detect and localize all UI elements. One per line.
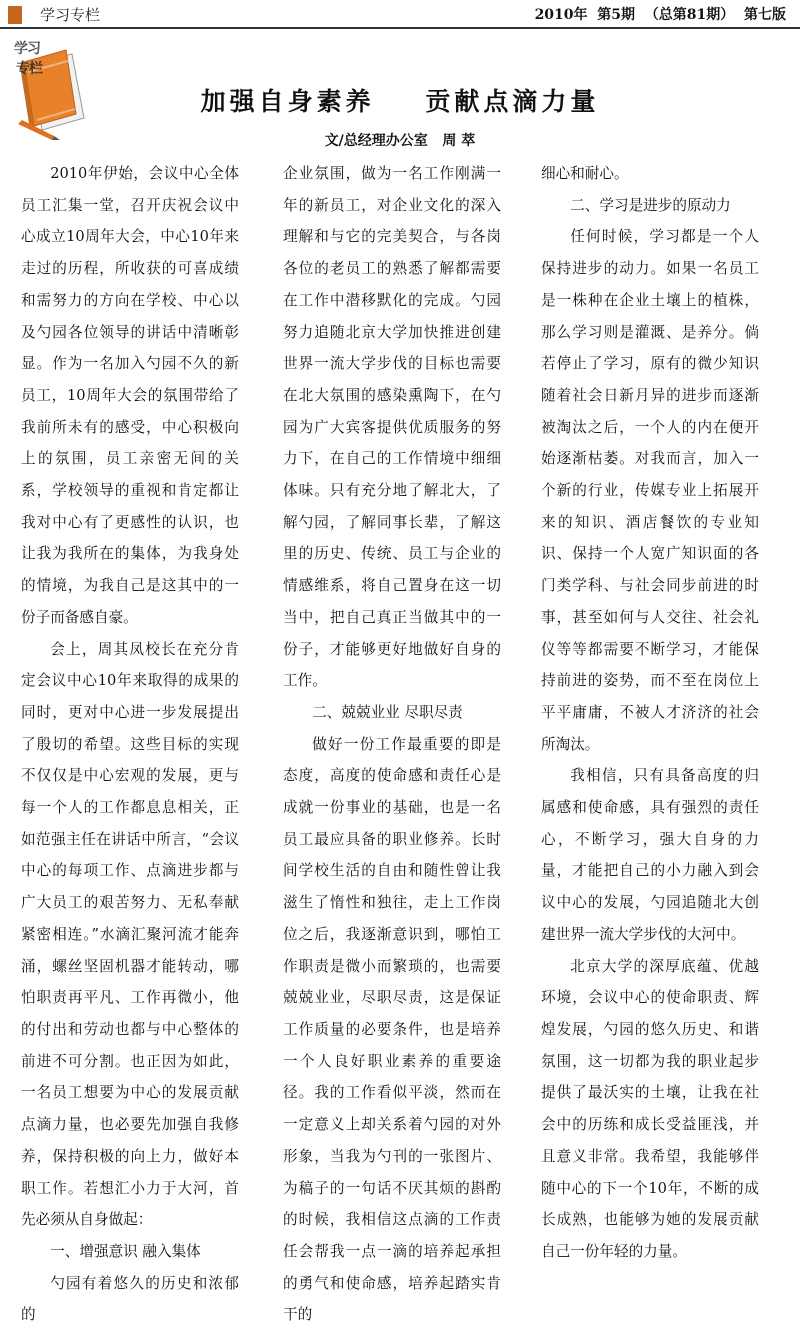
article-column-2 (283, 158, 501, 1331)
paragraph: 北京大学的深厚底蕴、优越环境，会议中心的使命职责、辉煌发展，勺园的悠久历史、和谐氛围，这一切都为我的职业起步提供了最沃实的土壤，让我在社会中的历练和成长受益匪浅，并且意义非常。我希望，我能够伴随中心的下一个10年，不断的成长成熟，也能够为她的发展贡献自己一份年轻的力量。 (541, 957, 759, 1260)
paragraph: 勺园有着悠久的历史和浓郁的 (21, 1274, 239, 1324)
section-heading: 二、兢兢业业 尽职尽责 (312, 703, 463, 721)
paragraph: 做好一份工作最重要的即是态度，高度的使命感和责任心是成就一份事业的基础，也是一名员工最应具备的职业修养。长时间学校生活的自由和随性曾让我滋生了惰性和独往，走上工作岗位之后，我逐渐意识到，哪怕工作职责是微小而繁琐的，也需要兢兢业业，尽职尽责，这是保证工作质量的必要条件，也是培养一个人良好职业素养的重要途径。我的工作看似平淡，然而在一定意义上却关系着勺园的对外形象，当我为勺刊的一张图片、为稿子的一句话不厌其烦的斟酌的时候，我相信这点滴的工作责任会帮我一点一滴的培养起承担的勇气和使命感，培养起踏实肯干的 (283, 735, 501, 1324)
article-column-1 (21, 158, 239, 1331)
header-accent-square (8, 6, 22, 24)
article-column-3 (541, 158, 759, 1268)
paragraph: 会上，周其凤校长在充分肯定会议中心10年来取得的成果的同时，更对中心进一步发展提出了殷切的希望。这些目标的实现不仅仅是中心宏观的发展，更与每一个人的工作都息息相关，正如范强主任在讲话中所言，“会议中心的每项工作、点滴进步都与广大员工的艰苦努力、无私奉献紧密相连。”水滴汇聚河流才能奔涌，螺丝坚固机器才能转动，哪怕职责再平凡、工作再微小，他的付出和劳动也都与中心整体的前进不可分割。也正因为如此，一名员工想要为中心的发展贡献点滴力量，也必要先加强自我修养，保持积极的向上力，做好本职工作。若想汇小力于大河，首先必须从自身做起： (21, 640, 239, 1229)
section-heading: 一、增强意识 融入集体 (50, 1242, 201, 1260)
paragraph: 企业氛围，做为一名工作刚满一年的新员工，对企业文化的深入理解和与它的完美契合，与各岗各位的老员工的熟悉了解都需要在工作中潜移默化的完成。勺园努力追随北京大学加快推进创建世界一流大学步伐的目标也需要在北大氛围的感染熏陶下，在勺园为广大宾客提供优质服务的努力下，在自己的工作情境中细细体味。只有充分地了解北大，了解勺园，了解同事长辈，了解这里的历史、传统、员工与企业的情感维系，将自己置身在这一切当中，把自己真正当做其中的一份子，才能够更好地做好自身的工作。 (283, 165, 501, 690)
logo-text-top: 学习 (14, 41, 40, 57)
logo-text-bottom: 专栏 (16, 61, 42, 77)
column-name: 学习专栏 (40, 6, 101, 24)
paragraph: 细心和耐心。 (541, 165, 629, 182)
article-byline: 文/总经理办公室 周 萃 (324, 133, 476, 149)
issue-info: 2010年 第5期 （总第81期） 第七版 (534, 7, 786, 23)
paragraph: 任何时候，学习都是一个人保持进步的动力。如果一名员工是一株种在企业土壤上的植株，那么学习则是灌溉、是养分。倘若停止了学习，原有的微少知识随着社会日新月异的进步而逐渐被淘汰之后，一个人的内在便开始逐渐枯萎。对我而言，加入一个新的行业，传媒专业上拓展开来的知识、酒店餐饮的专业知识、保持一个人宽广知识面的各门类学科、与社会同步前进的时事，甚至如何与人交往、社会礼仪等等都需要不断学习，才能保持前进的姿势，而不至在岗位上平平庸庸，不被人才济济的社会所淘汰。 (541, 228, 759, 753)
header-divider (0, 27, 800, 29)
paragraph: 我相信，只有具备高度的归属感和使命感，具有强烈的责任心，不断学习，强大自身的力量，才能把自己的小力融入到会议中心的发展，勺园追随北大创建世界一流大学步伐的大河中。 (541, 767, 759, 943)
article-title: 加强自身素养 贡献点滴力量 (200, 87, 600, 116)
section-heading: 二、学习是进步的原动力 (570, 196, 731, 214)
paragraph: 2010年伊始，会议中心全体员工汇集一堂，召开庆祝会议中心成立10周年大会，中心10年来走过的历程，所收获的可喜成绩和需努力的方向在学校、中心以及勺园各位领导的讲话中清晰彰显。作为一名加入勺园不久的新员工，10周年大会的氛围带给了我前所未有的感受，中心积极向上的氛围，员工亲密无间的关系，学校领导的重视和肯定都让我对中心有了更感性的认识，也让我为我所在的集体，为我身处的情境，为我自己是这其中的一份子而备感自豪。 (21, 165, 239, 626)
